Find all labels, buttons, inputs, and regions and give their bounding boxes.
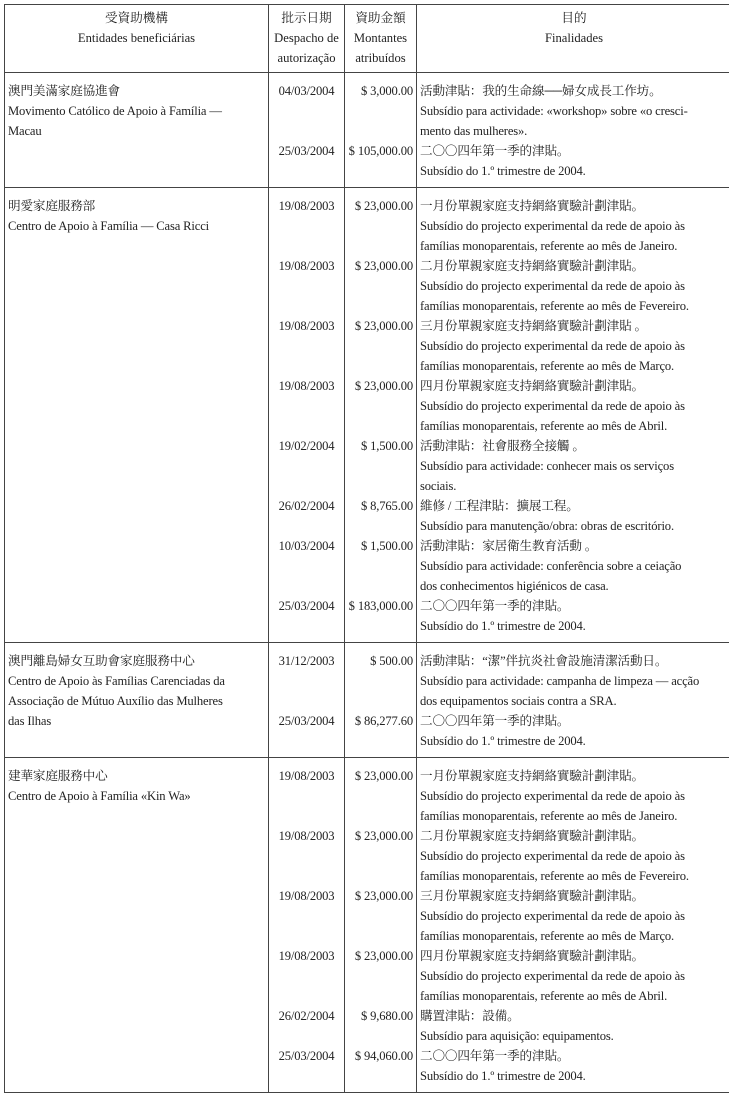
purpose-line: Subsídio para aquisição: equipamentos. xyxy=(417,1026,729,1046)
purpose-line: dos equipamentos sociais contra a SRA. xyxy=(417,691,729,711)
header-entity-zh: 受資助機構 xyxy=(5,8,268,28)
amount-value: $ 23,000.00 xyxy=(345,376,416,396)
purpose-line: 二〇〇四年第一季的津貼。 xyxy=(417,1046,729,1066)
amount-entry xyxy=(345,1046,416,1086)
purpose-line: Subsídio para actividade: campanha de limpeza — acção xyxy=(417,671,729,691)
purpose-line: 活動津貼：我的生命線──婦女成長工作坊。 xyxy=(417,81,729,101)
amount-entry xyxy=(345,81,416,141)
header-amount-pt1: Montantes xyxy=(345,28,416,48)
amount-value: $ 9,680.00 xyxy=(345,1006,416,1026)
date-entry xyxy=(269,596,344,636)
date-cell xyxy=(269,73,345,188)
entity-name-line: 澳門離島婦女互助會家庭服務中心 xyxy=(5,651,268,671)
purpose-entry xyxy=(417,1046,729,1086)
authorization-date: 19/02/2004 xyxy=(269,436,344,456)
purpose-entry xyxy=(417,256,729,316)
date-cell xyxy=(269,758,345,1093)
purpose-line: famílias monoparentais, referente ao mês de Janeiro. xyxy=(417,806,729,826)
entity-name-line: Macau xyxy=(5,121,268,141)
purpose-line: 二月份單親家庭支持網絡實驗計劃津貼。 xyxy=(417,256,729,276)
purpose-cell xyxy=(417,188,729,643)
purpose-line: 購置津貼：設備。 xyxy=(417,1006,729,1026)
entity-name-line: 澳門美滿家庭協進會 xyxy=(5,81,268,101)
purpose-line: famílias monoparentais, referente ao mês de Março. xyxy=(417,356,729,376)
purpose-line: famílias monoparentais, referente ao mês de Março. xyxy=(417,926,729,946)
date-entry xyxy=(269,711,344,751)
authorization-date: 25/03/2004 xyxy=(269,141,344,161)
header-amount-zh: 資助金額 xyxy=(345,8,416,28)
purpose-line: 一月份單親家庭支持網絡實驗計劃津貼。 xyxy=(417,766,729,786)
amount-value: $ 23,000.00 xyxy=(345,196,416,216)
date-cell xyxy=(269,188,345,643)
purpose-cell xyxy=(417,643,729,758)
purpose-line: Subsídio do projecto experimental da rede de apoio às xyxy=(417,216,729,236)
table-row xyxy=(5,188,729,643)
amount-entry xyxy=(345,826,416,886)
purpose-line: 二〇〇四年第一季的津貼。 xyxy=(417,596,729,616)
amount-value: $ 86,277.60 xyxy=(345,711,416,731)
authorization-date: 04/03/2004 xyxy=(269,81,344,101)
purpose-entry xyxy=(417,316,729,376)
amount-entry xyxy=(345,256,416,316)
date-cell xyxy=(269,643,345,758)
date-entry xyxy=(269,256,344,316)
date-entry xyxy=(269,886,344,946)
amount-value: $ 105,000.00 xyxy=(345,141,416,161)
amount-entry xyxy=(345,946,416,1006)
purpose-line: 三月份單親家庭支持網絡實驗計劃津貼 。 xyxy=(417,316,729,336)
table-body xyxy=(5,73,729,1093)
purpose-line: Subsídio do projecto experimental da rede de apoio às xyxy=(417,966,729,986)
entity-name-line: Centro de Apoio à Família «Kin Wa» xyxy=(5,786,268,806)
date-entry xyxy=(269,196,344,256)
entity-name-line: Associação de Mútuo Auxílio das Mulheres xyxy=(5,691,268,711)
purpose-line: famílias monoparentais, referente ao mês de Fevereiro. xyxy=(417,866,729,886)
entity-name-line: Movimento Católico de Apoio à Família — xyxy=(5,101,268,121)
purpose-line: Subsídio para actividade: conferência sobre a ceiação xyxy=(417,556,729,576)
entity-name-line: 明愛家庭服務部 xyxy=(5,196,268,216)
date-entry xyxy=(269,1006,344,1046)
amount-entry xyxy=(345,536,416,596)
purpose-entry xyxy=(417,376,729,436)
header-date-pt2: autorização xyxy=(269,48,344,68)
purpose-line: Subsídio do projecto experimental da rede de apoio às xyxy=(417,396,729,416)
purpose-line: famílias monoparentais, referente ao mês de Fevereiro. xyxy=(417,296,729,316)
purpose-line: Subsídio do 1.º trimestre de 2004. xyxy=(417,731,729,751)
purpose-line: famílias monoparentais, referente ao mês de Janeiro. xyxy=(417,236,729,256)
header-entity xyxy=(5,5,269,73)
purpose-line: 維修 / 工程津貼：擴展工程。 xyxy=(417,496,729,516)
amount-entry xyxy=(345,316,416,376)
header-amount xyxy=(345,5,417,73)
amount-entry xyxy=(345,196,416,256)
entity-name-line: das Ilhas xyxy=(5,711,268,731)
authorization-date: 19/08/2003 xyxy=(269,196,344,216)
date-entry xyxy=(269,141,344,181)
authorization-date: 19/08/2003 xyxy=(269,256,344,276)
purpose-entry xyxy=(417,826,729,886)
purpose-line: Subsídio do projecto experimental da rede de apoio às xyxy=(417,786,729,806)
date-entry xyxy=(269,81,344,141)
date-entry xyxy=(269,651,344,711)
authorization-date: 10/03/2004 xyxy=(269,536,344,556)
entity-cell xyxy=(5,188,269,643)
authorization-date: 19/08/2003 xyxy=(269,376,344,396)
purpose-entry xyxy=(417,436,729,496)
header-purpose-pt: Finalidades xyxy=(417,28,729,48)
purpose-line: 二〇〇四年第一季的津貼。 xyxy=(417,711,729,731)
purpose-entry xyxy=(417,196,729,256)
purpose-line: 四月份單親家庭支持網絡實驗計劃津貼。 xyxy=(417,946,729,966)
authorization-date: 26/02/2004 xyxy=(269,1006,344,1026)
header-purpose-zh: 目的 xyxy=(417,8,729,28)
purpose-line: Subsídio do 1.º trimestre de 2004. xyxy=(417,161,729,181)
amount-value: $ 23,000.00 xyxy=(345,886,416,906)
purpose-line: 三月份單親家庭支持網絡實驗計劃津貼。 xyxy=(417,886,729,906)
purpose-line: Subsídio do projecto experimental da rede de apoio às xyxy=(417,336,729,356)
amount-value: $ 1,500.00 xyxy=(345,436,416,456)
amount-value: $ 23,000.00 xyxy=(345,316,416,336)
amount-entry xyxy=(345,1006,416,1046)
amount-entry xyxy=(345,496,416,536)
date-entry xyxy=(269,766,344,826)
header-date xyxy=(269,5,345,73)
amount-cell xyxy=(345,73,417,188)
amount-value: $ 23,000.00 xyxy=(345,946,416,966)
purpose-line: 活動津貼：家居衛生教育活動 。 xyxy=(417,536,729,556)
entity-name-line: Centro de Apoio às Famílias Carenciadas da xyxy=(5,671,268,691)
entity-cell xyxy=(5,73,269,188)
header-date-zh: 批示日期 xyxy=(269,8,344,28)
purpose-entry xyxy=(417,1006,729,1046)
amount-value: $ 500.00 xyxy=(345,651,416,671)
table-row xyxy=(5,758,729,1093)
purpose-entry xyxy=(417,141,729,181)
purpose-line: 二〇〇四年第一季的津貼。 xyxy=(417,141,729,161)
purpose-line: 活動津貼：社會服務全接觸 。 xyxy=(417,436,729,456)
amount-value: $ 94,060.00 xyxy=(345,1046,416,1066)
purpose-cell xyxy=(417,73,729,188)
header-entity-pt: Entidades beneficiárias xyxy=(5,28,268,48)
table-header-row xyxy=(5,5,729,73)
amount-entry xyxy=(345,596,416,636)
date-entry xyxy=(269,946,344,1006)
amount-cell xyxy=(345,643,417,758)
purpose-entry xyxy=(417,536,729,596)
date-entry xyxy=(269,826,344,886)
amount-entry xyxy=(345,141,416,181)
purpose-line: Subsídio do 1.º trimestre de 2004. xyxy=(417,1066,729,1086)
amount-value: $ 3,000.00 xyxy=(345,81,416,101)
authorization-date: 19/08/2003 xyxy=(269,886,344,906)
amount-cell xyxy=(345,758,417,1093)
authorization-date: 25/03/2004 xyxy=(269,711,344,731)
entity-name-line: 建華家庭服務中心 xyxy=(5,766,268,786)
header-purpose xyxy=(417,5,729,73)
amount-value: $ 1,500.00 xyxy=(345,536,416,556)
amount-entry xyxy=(345,376,416,436)
date-entry xyxy=(269,1046,344,1086)
authorization-date: 19/08/2003 xyxy=(269,316,344,336)
amount-value: $ 8,765.00 xyxy=(345,496,416,516)
purpose-line: 四月份單親家庭支持網絡實驗計劃津貼。 xyxy=(417,376,729,396)
purpose-line: famílias monoparentais, referente ao mês de Abril. xyxy=(417,986,729,1006)
amount-value: $ 183,000.00 xyxy=(345,596,416,616)
header-amount-pt2: atribuídos xyxy=(345,48,416,68)
date-entry xyxy=(269,536,344,596)
purpose-line: 一月份單親家庭支持網絡實驗計劃津貼。 xyxy=(417,196,729,216)
amount-value: $ 23,000.00 xyxy=(345,826,416,846)
authorization-date: 25/03/2004 xyxy=(269,596,344,616)
subsidy-table xyxy=(4,4,729,1093)
purpose-line: 活動津貼：“潔”伴抗炎社會設施清潔活動日。 xyxy=(417,651,729,671)
header-date-pt1: Despacho de xyxy=(269,28,344,48)
entity-cell xyxy=(5,643,269,758)
entity-name-line: Centro de Apoio à Família — Casa Ricci xyxy=(5,216,268,236)
purpose-line: mento das mulheres». xyxy=(417,121,729,141)
purpose-entry xyxy=(417,651,729,711)
amount-cell xyxy=(345,188,417,643)
authorization-date: 19/08/2003 xyxy=(269,826,344,846)
purpose-entry xyxy=(417,886,729,946)
purpose-line: sociais. xyxy=(417,476,729,496)
purpose-line: Subsídio para manutenção/obra: obras de escritório. xyxy=(417,516,729,536)
purpose-cell xyxy=(417,758,729,1093)
entity-cell xyxy=(5,758,269,1093)
purpose-line: Subsídio do projecto experimental da rede de apoio às xyxy=(417,846,729,866)
purpose-line: Subsídio do projecto experimental da rede de apoio às xyxy=(417,276,729,296)
date-entry xyxy=(269,376,344,436)
amount-entry xyxy=(345,711,416,751)
amount-entry xyxy=(345,766,416,826)
purpose-line: Subsídio do 1.º trimestre de 2004. xyxy=(417,616,729,636)
amount-entry xyxy=(345,436,416,496)
purpose-line: Subsídio para actividade: conhecer mais os serviços xyxy=(417,456,729,476)
amount-entry xyxy=(345,886,416,946)
purpose-entry xyxy=(417,496,729,536)
purpose-entry xyxy=(417,946,729,1006)
amount-value: $ 23,000.00 xyxy=(345,766,416,786)
purpose-entry xyxy=(417,766,729,826)
purpose-entry xyxy=(417,596,729,636)
date-entry xyxy=(269,496,344,536)
authorization-date: 26/02/2004 xyxy=(269,496,344,516)
table-row xyxy=(5,643,729,758)
purpose-line: Subsídio do projecto experimental da rede de apoio às xyxy=(417,906,729,926)
purpose-entry xyxy=(417,81,729,141)
authorization-date: 31/12/2003 xyxy=(269,651,344,671)
purpose-line: 二月份單親家庭支持網絡實驗計劃津貼。 xyxy=(417,826,729,846)
purpose-line: dos conhecimentos higiénicos de casa. xyxy=(417,576,729,596)
date-entry xyxy=(269,436,344,496)
amount-entry xyxy=(345,651,416,711)
purpose-line: famílias monoparentais, referente ao mês de Abril. xyxy=(417,416,729,436)
amount-value: $ 23,000.00 xyxy=(345,256,416,276)
authorization-date: 25/03/2004 xyxy=(269,1046,344,1066)
date-entry xyxy=(269,316,344,376)
table-row xyxy=(5,73,729,188)
authorization-date: 19/08/2003 xyxy=(269,766,344,786)
purpose-line: Subsídio para actividade: «workshop» sobre «o cresci- xyxy=(417,101,729,121)
authorization-date: 19/08/2003 xyxy=(269,946,344,966)
purpose-entry xyxy=(417,711,729,751)
